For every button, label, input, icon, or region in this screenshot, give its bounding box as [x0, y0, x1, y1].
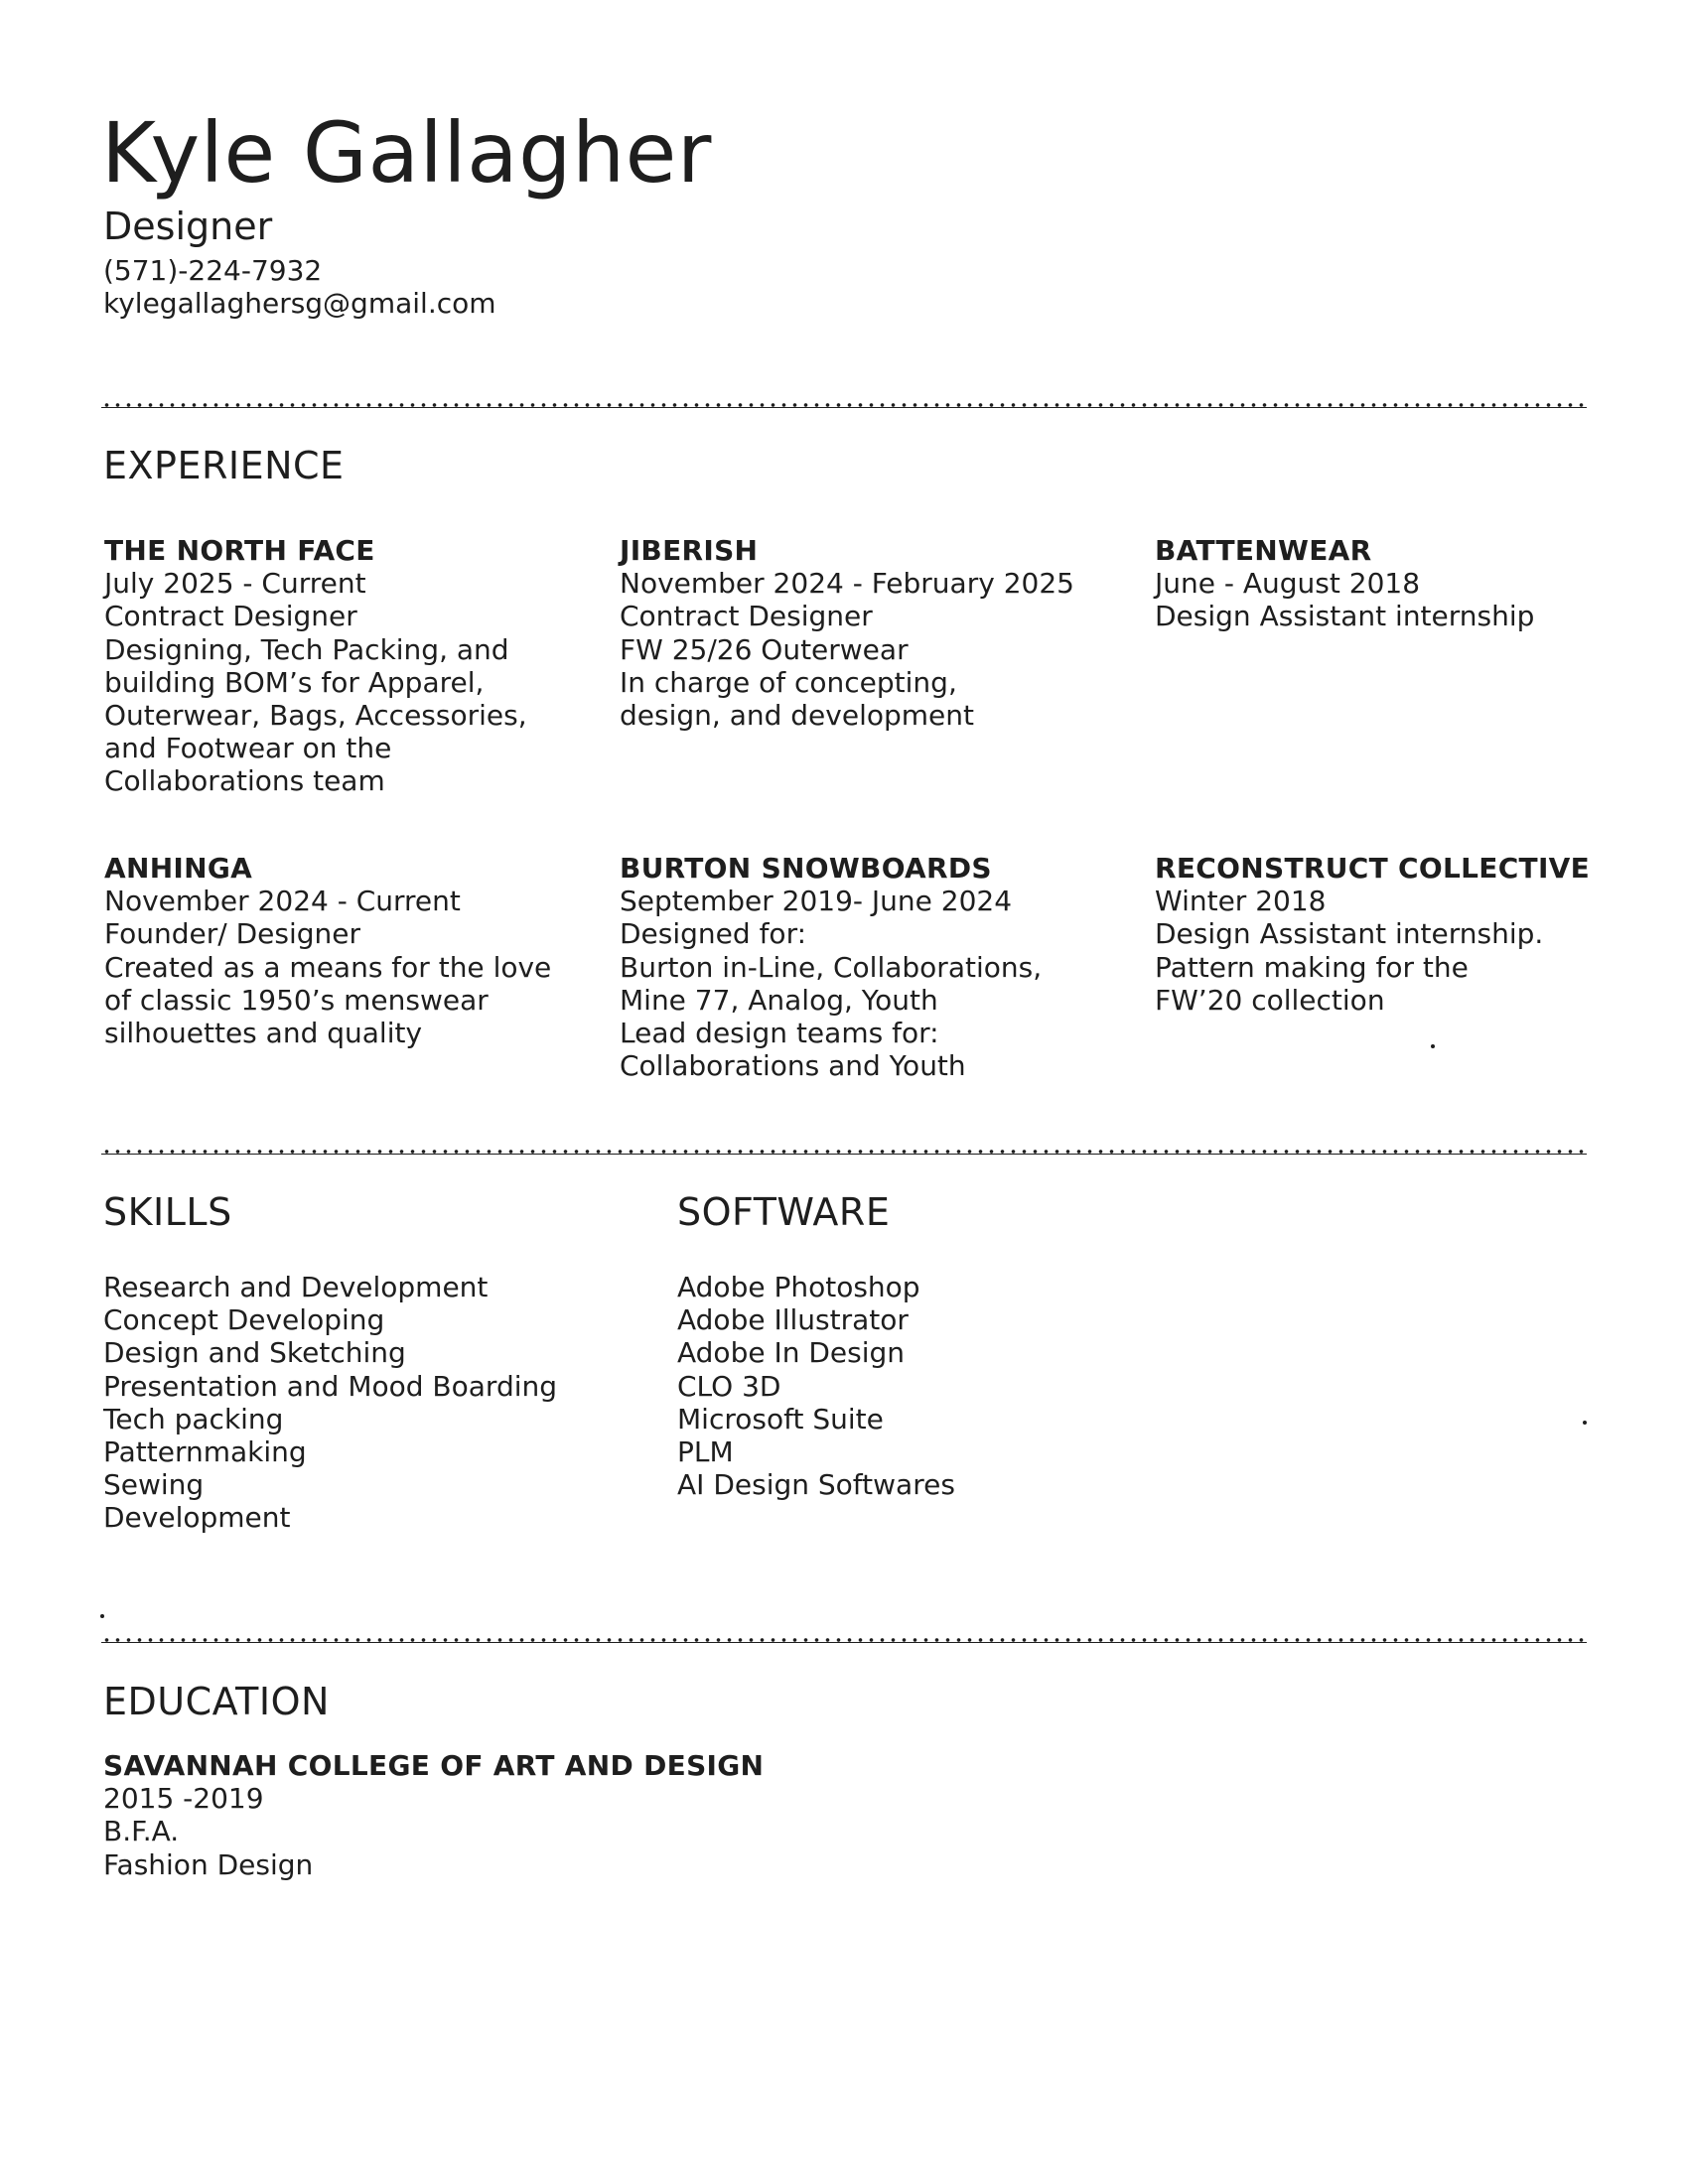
- email-address: kylegallaghersg@gmail.com: [103, 287, 496, 320]
- list-item: PLM: [677, 1435, 734, 1469]
- job-line: November 2024 - Current: [104, 885, 461, 918]
- job-line: Founder/ Designer: [104, 917, 360, 951]
- job-line: design, and development: [620, 699, 974, 733]
- job-company: BATTENWEAR: [1155, 534, 1372, 567]
- job-entry: [104, 852, 551, 1049]
- job-company: RECONSTRUCT COLLECTIVE: [1155, 852, 1591, 885]
- job-line: July 2025 - Current: [104, 567, 366, 601]
- experience-heading: EXPERIENCE: [103, 444, 345, 487]
- job-entry: [1155, 852, 1590, 1017]
- job-line: Contract Designer: [104, 600, 357, 633]
- list-item: Microsoft Suite: [677, 1402, 884, 1435]
- job-line: and Footwear on the: [104, 732, 392, 765]
- education-entry: [103, 1749, 764, 1881]
- job-company: JIBERISH: [620, 534, 759, 567]
- education-line: Fashion Design: [103, 1847, 314, 1881]
- list-item: Adobe Illustrator: [677, 1303, 909, 1337]
- resume-role: Designer: [103, 205, 273, 248]
- job-line: building BOM’s for Apparel,: [104, 665, 485, 699]
- skills-heading: SKILLS: [103, 1190, 232, 1234]
- list-item: Development: [103, 1501, 291, 1535]
- job-line: Pattern making for the: [1155, 950, 1469, 984]
- job-line: Lead design teams for:: [620, 1017, 939, 1050]
- job-line: Outerwear, Bags, Accessories,: [104, 699, 527, 733]
- list-item: CLO 3D: [677, 1369, 781, 1403]
- list-item: Sewing: [103, 1468, 205, 1502]
- job-entry: [104, 534, 527, 798]
- job-line: Mine 77, Analog, Youth: [620, 983, 938, 1017]
- stray-dot: [1583, 1421, 1587, 1425]
- job-entry: [620, 534, 1074, 732]
- job-company: BURTON SNOWBOARDS: [620, 852, 992, 885]
- list-item: Adobe Photoshop: [677, 1271, 920, 1303]
- list-item: Patternmaking: [103, 1435, 307, 1469]
- education-line: 2015 -2019: [103, 1782, 264, 1816]
- contact-block: [103, 254, 496, 320]
- job-line: silhouettes and quality: [104, 1017, 423, 1050]
- job-line: Created as a means for the love: [104, 950, 552, 984]
- skills-list: [103, 1271, 557, 1535]
- software-heading: SOFTWARE: [677, 1190, 891, 1234]
- education-heading: EDUCATION: [103, 1680, 330, 1723]
- list-item: Presentation and Mood Boarding: [103, 1369, 558, 1403]
- list-item: Concept Developing: [103, 1303, 385, 1337]
- job-line: November 2024 - February 2025: [620, 567, 1074, 601]
- job-line: September 2019- June 2024: [620, 885, 1013, 918]
- job-line: FW 25/26 Outerwear: [620, 632, 909, 666]
- job-company: ANHINGA: [104, 852, 253, 885]
- school-name: SAVANNAH COLLEGE OF ART AND DESIGN: [103, 1749, 765, 1782]
- stray-dot: [1431, 1044, 1435, 1048]
- job-line: Contract Designer: [620, 600, 873, 633]
- list-item: AI Design Softwares: [677, 1468, 955, 1502]
- job-line: Winter 2018: [1155, 885, 1327, 918]
- job-line: FW’20 collection: [1155, 983, 1385, 1017]
- job-line: of classic 1950’s menswear: [104, 983, 489, 1017]
- job-line: Designed for:: [620, 917, 807, 951]
- section-divider: [101, 1150, 1587, 1155]
- list-item: Research and Development: [103, 1271, 489, 1303]
- list-item: Tech packing: [103, 1402, 284, 1435]
- phone-number: (571)-224-7932: [103, 254, 323, 287]
- job-line: Design Assistant internship: [1155, 600, 1535, 633]
- list-item: Adobe In Design: [677, 1336, 906, 1370]
- job-line: Collaborations and Youth: [620, 1049, 966, 1083]
- job-entry: [1155, 534, 1534, 633]
- job-line: Burton in-Line, Collaborations,: [620, 950, 1043, 984]
- section-divider: [101, 1638, 1587, 1643]
- job-line: Designing, Tech Packing, and: [104, 632, 509, 666]
- education-line: B.F.A.: [103, 1815, 180, 1848]
- job-line: Collaborations team: [104, 764, 385, 798]
- software-list: [677, 1271, 955, 1501]
- list-item: Design and Sketching: [103, 1336, 406, 1370]
- job-line: Design Assistant internship.: [1155, 917, 1544, 951]
- section-divider: [101, 403, 1587, 408]
- job-line: In charge of concepting,: [620, 665, 957, 699]
- job-line: June - August 2018: [1155, 567, 1421, 601]
- job-entry: [620, 852, 1042, 1082]
- job-company: THE NORTH FACE: [104, 534, 375, 567]
- stray-dot: [100, 1614, 104, 1618]
- resume-name: Kyle Gallagher: [101, 104, 712, 202]
